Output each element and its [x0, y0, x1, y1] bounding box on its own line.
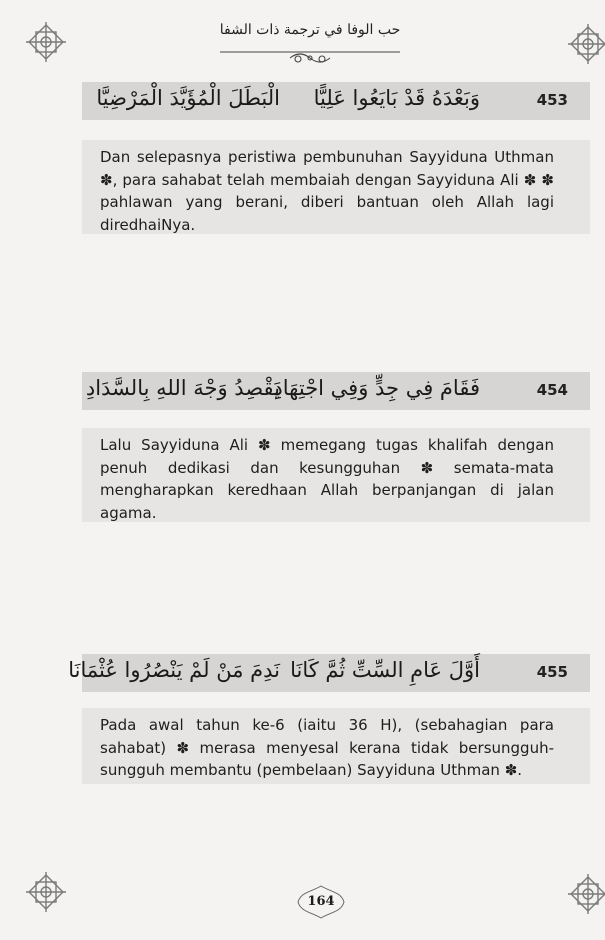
verse-band-453 [82, 82, 590, 120]
header-title: حب الوفا في ترجمة ذات الشفا [219, 22, 401, 38]
translation-text: Pada awal tahun ke-6 (iaitu 36 H), (sebahagian para sahabat) ✽ merasa menyesal kerana tidak bersungguh-sungguh membantu (pembelaan) Sayyiduna Uthman ✽. [100, 716, 554, 779]
verse-arabic-first-hemistich: فَقَامَ فِي جِدٍّ وَفِي اجْتِهَادِ [273, 376, 480, 400]
translation-block-455 [82, 708, 590, 784]
corner-ornament-icon [24, 20, 68, 64]
verse-arabic-second-hemistich: الْبَطَلَ الْمُؤَيَّدَ الْمَرْضِيَّا [96, 86, 280, 110]
corner-ornament-icon [566, 872, 605, 916]
page-number: 164 [307, 894, 335, 909]
running-header [180, 22, 440, 38]
translation-block-454 [82, 428, 590, 522]
corner-ornament-icon [24, 870, 68, 914]
translation-text: Dan selepasnya peristiwa pembunuhan Sayyiduna Uthman ✽, para sahabat telah membaiah dengan Sayyiduna Ali ✽ ✽ pahlawan yang berani, diberi bantuan oleh Allah lagi diredhaiNya. [100, 148, 554, 234]
corner-ornament-icon [566, 22, 605, 66]
translation-text: Lalu Sayyiduna Ali ✽ memegang tugas khalifah dengan penuh dedikasi dan kesungguhan ✽ semata-mata mengharapkan keredhaan Allah berpanjangan di jalan agama. [100, 436, 554, 522]
translation-block-453 [82, 140, 590, 234]
verse-number: 455 [536, 663, 568, 681]
verse-arabic-first-hemistich: وَبَعْدَهُ قَدْ بَايَعُوا عَلِيًّا [313, 86, 480, 110]
verse-band-454 [82, 372, 590, 410]
verse-band-455 [68, 654, 590, 692]
verse-arabic-second-hemistich: نَدِمَ مَنْ لَمْ يَنْصُرُوا عُثْمَانَا [68, 658, 280, 682]
verse-arabic-second-hemistich: يَقْصِدُ وَجْهَ اللهِ بِالسَّدَادِ [85, 376, 280, 400]
verse-arabic-first-hemistich: أَوَّلَ عَامِ السِّتِّ ثُمَّ كَانَا [290, 658, 480, 682]
header-flourish-icon [180, 46, 440, 66]
verse-number: 453 [536, 91, 568, 109]
verse-number: 454 [536, 381, 568, 399]
page-number-ornament [296, 884, 346, 920]
